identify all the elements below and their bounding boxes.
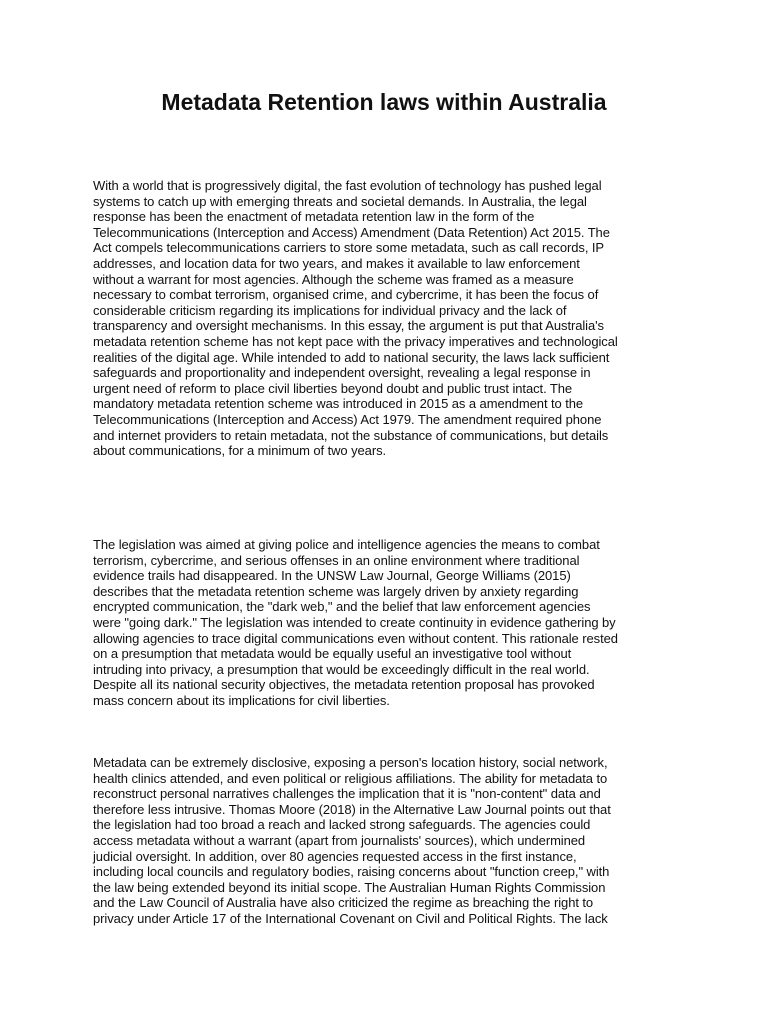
paragraph-legislation-aim: The legislation was aimed at giving police and intelligence agencies the means to combat terrorism, cybercrime, and serious offenses in an online environment where traditional evidence trails had disappeared. In the UNSW Law Journal, George Williams (2015) describes that the metadata retention scheme was largely driven by anxiety regarding encrypted communication, the "dark web," and the belief that law enforcement agencies were "going dark." The legislation was intended to create continuity in evidence gathering by allowing agencies to trace digital communications even without content. This rationale rested on a presumption that metadata would be equally useful an investigative tool without intruding into privacy, a presumption that would be exceedingly difficult in the real world. Despite all its national security objectives, the metadata retention proposal has provoked mass concern about its implications for civil liberties. <box>93 537 618 708</box>
paragraph-metadata-disclosure: Metadata can be extremely disclosive, exposing a person's location history, social network, health clinics attended, and even political or religious affiliations. The ability for metadata to reconstruct personal narratives challenges the implication that it is "non-content" data and therefore less intrusive. Thomas Moore (2018) in the Alternative Law Journal points out that the legislation had too broad a reach and lacked strong safeguards. The agencies could access metadata without a warrant (apart from journalists' sources), which undermined judicial oversight. In addition, over 80 agencies requested access in the first instance, including local councils and regulatory bodies, raising concerns about "function creep," with the law being extended beyond its initial scope. The Australian Human Rights Commission and the Law Council of Australia have also criticized the regime as breaching the right to privacy under Article 17 of the International Covenant on Civil and Political Rights. The lack <box>93 755 611 926</box>
paragraph-introduction: With a world that is progressively digital, the fast evolution of technology has pushed legal systems to catch up with emerging threats and societal demands. In Australia, the legal response has been the enactment of metadata retention law in the form of the Telecommunications (Interception and Access) Amendment (Data Retention) Act 2015. The Act compels telecommunications carriers to store some metadata, such as call records, IP addresses, and location data for two years, and makes it available to law enforcement without a warrant for most agencies. Although the scheme was framed as a measure necessary to combat terrorism, organised crime, and cybercrime, it has been the focus of considerable criticism regarding its implications for individual privacy and the lack of transparency and oversight mechanisms. In this essay, the argument is put that Australia's metadata retention scheme has not kept pace with the privacy imperatives and technological realities of the digital age. While intended to add to national security, the laws lack sufficient safeguards and proportionality and independent oversight, revealing a legal response in urgent need of reform to place civil liberties beyond doubt and public trust intact. The mandatory metadata retention scheme was introduced in 2015 as a amendment to the Telecommunications (Interception and Access) Act 1979. The amendment required phone and internet providers to retain metadata, not the substance of communications, but details about communications, for a minimum of two years. <box>93 178 618 459</box>
page-title: Metadata Retention laws within Australia <box>161 89 607 115</box>
